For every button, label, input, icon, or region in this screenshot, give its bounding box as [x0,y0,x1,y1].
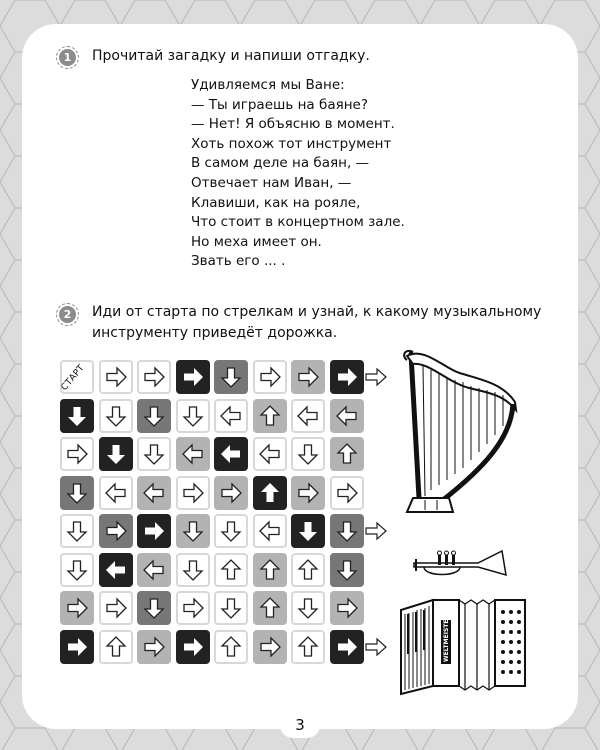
arrow-icon [106,561,125,579]
maze-cell [60,591,94,625]
arrow-icon [338,368,357,386]
task-1-instruction: Прочитай загадку и напиши отгадку. [92,48,370,64]
arrow-icon [183,445,202,463]
maze-cell [253,360,287,394]
arrow-icon [222,637,240,656]
page-number: 3 [280,712,320,738]
arrow-icon [222,522,240,541]
arrow-icon [299,368,318,386]
maze-cell [99,514,133,548]
maze-cell [176,476,210,510]
arrow-icon [222,599,240,618]
arrow-icon [107,599,126,617]
accordion-illustration [393,590,533,700]
arrow-icon [261,560,279,579]
maze-cell [214,360,248,394]
maze-cell [214,476,248,510]
arrow-icon [68,484,86,503]
arrow-icon [184,484,203,502]
maze-cell [99,399,133,433]
maze-cell [99,553,133,587]
poem-line: Удивляемся мы Ване: [191,77,345,93]
arrow-icon [144,484,163,502]
arrow-icon [221,445,240,463]
poem-line: Клавиши, как на рояле, [191,194,361,211]
arrow-icon [68,445,87,463]
maze-cell [60,399,94,433]
exit-arrow-icon [364,632,388,662]
arrow-icon [184,599,203,617]
arrow-icon [299,445,317,464]
maze-cell [291,630,325,664]
arrow-icon [299,599,317,618]
poem-line: Что стоит в концертном зале. [191,214,405,231]
maze-cell [137,437,171,471]
maze-cell [137,630,171,664]
task-2-instruction-line-2: инструменту приведёт дорожка. [92,325,338,341]
maze-cell [137,476,171,510]
arrow-icon [107,407,125,426]
maze-cell [176,630,210,664]
arrow-icon [107,637,125,656]
maze-cell [99,360,133,394]
maze-cell [330,360,364,394]
arrow-icon [145,599,163,618]
maze-cell [176,591,210,625]
arrow-icon [68,599,87,617]
arrow-icon [299,560,317,579]
poem-line: Отвечает нам Иван, — [191,174,352,191]
exit-arrow-icon [364,516,388,546]
maze-cell [176,360,210,394]
arrow-icon [145,407,163,426]
arrow-icon [261,598,279,617]
arrow-icon [107,368,126,386]
maze-cell [214,591,248,625]
maze-cell [291,476,325,510]
maze-cell [214,437,248,471]
maze-cell [99,476,133,510]
arrow-icon [299,522,317,541]
arrow-icon [184,561,202,580]
maze-cell [330,399,364,433]
arrow-icon [338,522,356,541]
maze-cell [330,630,364,664]
maze-cell [60,514,94,548]
arrow-icon [337,407,356,425]
arrow-icon [145,522,164,540]
poem-line: Хоть похож тот инструмент [191,135,392,152]
maze-cell [99,630,133,664]
arrow-icon [107,445,125,464]
arrow-icon [184,368,203,386]
maze-cell [60,630,94,664]
poem-line: В самом деле на баян, — [191,155,370,172]
maze-cell [137,514,171,548]
arrow-icon [68,407,86,426]
arrow-icon [68,638,87,656]
poem-line: — Ты играешь на баяне? [191,96,369,113]
maze-cell [253,553,287,587]
maze-cell [60,476,94,510]
maze-cell [176,553,210,587]
arrow-icon [299,637,317,656]
maze-cell [253,437,287,471]
maze-cell [291,360,325,394]
maze-cell [60,553,94,587]
arrow-icon [261,483,279,502]
arrow-icon [184,522,202,541]
arrow-icon [107,522,126,540]
arrow-icon [68,561,86,580]
arrow-icon [338,561,356,580]
maze-cell [60,437,94,471]
task-2-number-badge: 2 [59,306,76,323]
arrow-icon [145,368,164,386]
arrow-icon [184,407,202,426]
maze-cell [253,591,287,625]
maze-cell [253,476,287,510]
maze-cell [291,591,325,625]
arrow-icon [68,522,86,541]
maze-cell [253,514,287,548]
maze-cell [330,553,364,587]
arrow-icon [106,484,125,502]
maze-cell [330,437,364,471]
maze-cell [137,553,171,587]
arrow-icon [222,368,240,387]
maze-cell [330,476,364,510]
riddle-poem [191,76,405,272]
maze-cell [291,399,325,433]
arrow-icon [299,484,318,502]
poem-line: Но меха имеет он. [191,233,322,250]
arrow-icon [145,638,164,656]
harp-illustration [385,340,530,520]
arrow-icon [338,444,356,463]
maze-cell [99,437,133,471]
arrow-icon [145,445,163,464]
maze-cell [176,399,210,433]
maze-cell [99,591,133,625]
task-1-number-badge: 1 [59,49,76,66]
arrow-icon [260,522,279,540]
maze-cell [214,514,248,548]
maze-cell [291,553,325,587]
maze-cell [330,591,364,625]
maze-cell [214,399,248,433]
start-label: СТАРТ [59,363,87,393]
maze-cell [253,630,287,664]
maze-cell [137,591,171,625]
maze-cell [176,437,210,471]
arrow-icon [261,406,279,425]
arrow-icon [338,599,357,617]
maze-cell [137,360,171,394]
arrow-icon [222,560,240,579]
arrow-icon [338,638,357,656]
accordion-brand-label: WELTMEISTER [443,614,450,662]
task-2-instruction-line-1: Иди от старта по стрелкам и узнай, к какому музыкальному [92,304,542,320]
trumpet-illustration [410,545,520,581]
poem-line: Звать его ... . [191,253,286,270]
arrow-icon [184,638,203,656]
maze-cell [214,553,248,587]
arrow-icon [298,407,317,425]
maze-cell [176,514,210,548]
arrow-icon [221,407,240,425]
maze-cell [291,514,325,548]
arrow-icon [338,484,357,502]
maze-cell [214,630,248,664]
maze-start-cell [60,360,94,394]
maze-cell [253,399,287,433]
arrow-icon [261,638,280,656]
maze-cell [137,399,171,433]
maze-cell [330,514,364,548]
arrow-icon [222,484,241,502]
arrow-icon [260,445,279,463]
poem-line: — Нет! Я объясню в момент. [191,116,395,133]
arrow-icon [144,561,163,579]
arrow-icon [261,368,280,386]
maze-cell [291,437,325,471]
